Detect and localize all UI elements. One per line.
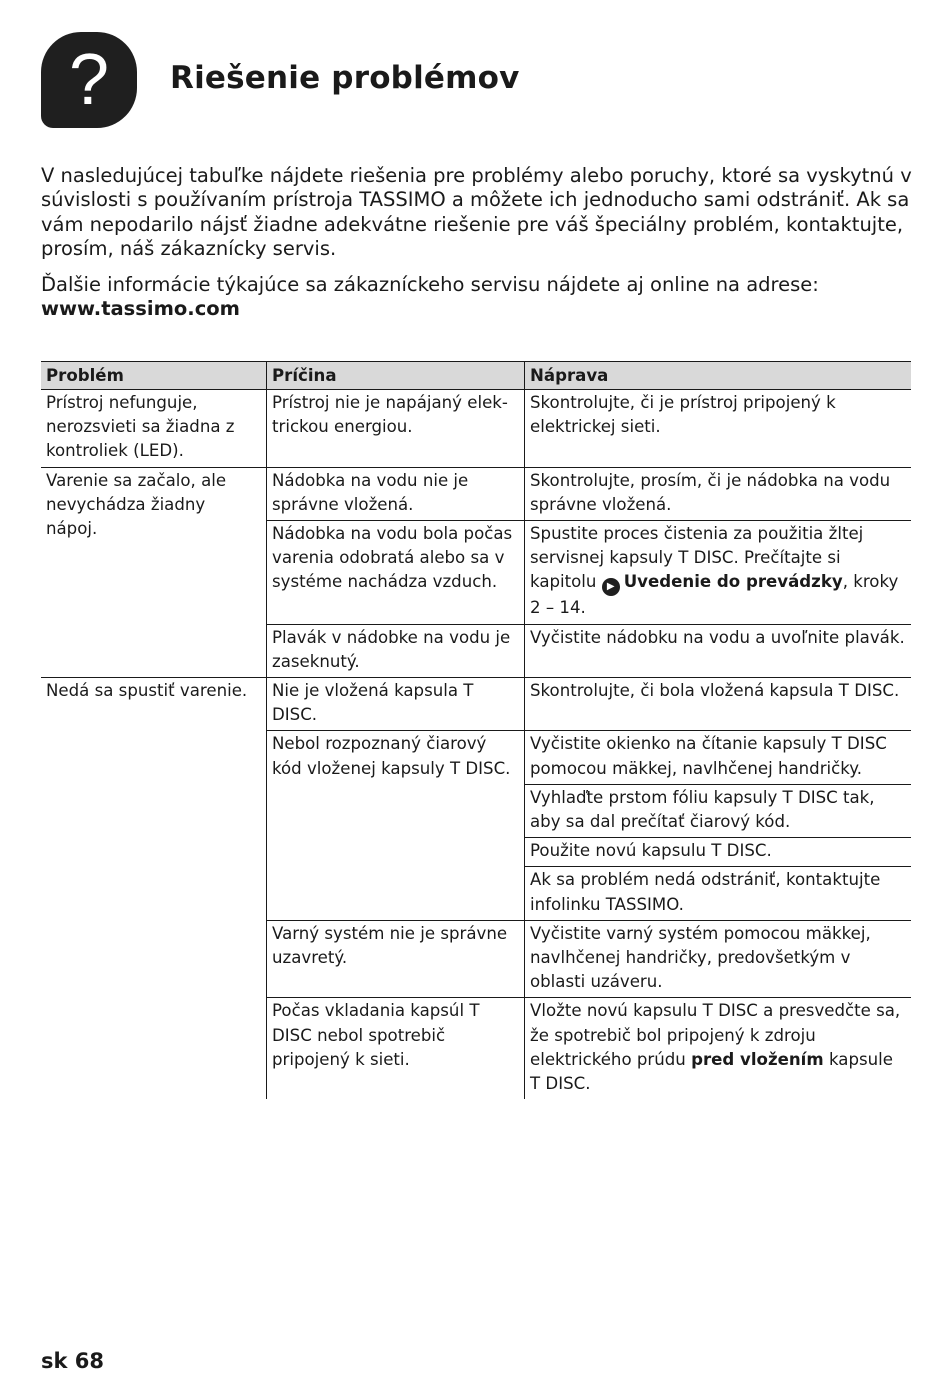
header-cause: Príčina [267, 362, 525, 390]
cause-cell: Nie je vložená kapsula T DISC. [267, 678, 525, 731]
fix-text-end: , kroky 2 – 14. [530, 572, 899, 618]
fix-cell: Skontrolujte, či je prístroj pripojený k elektrickej sieti. [525, 390, 912, 468]
cause-cell: Nádobka na vodu bola počas varenia odobratá alebo sa v systéme nachádza vzduch. [267, 521, 525, 625]
website-link[interactable]: www.tassimo.com [41, 297, 240, 321]
fix-cell: Skontrolujte, prosím, či je nádobka na vodu správne vložená. [525, 467, 912, 520]
troubleshooting-table [41, 361, 911, 1099]
question-mark-icon [41, 32, 137, 128]
fix-cell: Ak sa problém nedá odstrániť, kontaktujte infolinku TASSIMO. [525, 867, 912, 920]
cause-cell: Nebol rozpoznaný čiarový kód vloženej kapsuly T DISC. [267, 731, 525, 920]
fix-emphasis: pred vložením [691, 1049, 824, 1069]
header-fix: Náprava [525, 362, 912, 390]
page-title: Riešenie problémov [170, 60, 520, 96]
fix-cell: Vyčistite okienko na čítanie kapsuly T DISC pomocou mäkkej, navlhčenej handričky. [525, 731, 912, 784]
fix-text: Vložte novú kapsulu T DISC a presvedčte sa, že spotrebič bol pripojený k zdroju elektrického prúdu [530, 1001, 901, 1069]
problem-cell: Nedá sa spustiť varenie. [41, 678, 267, 1100]
fix-cell: Vyhlaďte prstom fóliu kapsuly T DISC tak, aby sa dal prečítať čiarový kód. [525, 784, 912, 837]
play-arrow-icon: ▶ [602, 578, 620, 596]
cause-cell: Nádobka na vodu nie je správne vložená. [267, 467, 525, 520]
cause-cell: Plavák v nádobke na vodu je zaseknutý. [267, 624, 525, 677]
table-row [41, 678, 911, 731]
problem-cell: Varenie sa začalo, ale nevychádza žiadny nápoj. [41, 467, 267, 677]
fix-cell: Skontrolujte, či bola vložená kapsula T DISC. [525, 678, 912, 731]
fix-text-end: kapsule T DISC. [530, 1049, 893, 1094]
info-text: Ďalšie informácie týkajúce sa zákazníckeho servisu nájdete aj online na adrese: [41, 273, 819, 296]
fix-cell [525, 998, 912, 1099]
fix-cell [525, 521, 912, 625]
cause-cell: Počas vkladania kapsúl T DISC nebol spotrebič pripojený k sieti. [267, 998, 525, 1099]
table-row [41, 390, 911, 468]
intro-paragraph: V nasledujúcej tabuľke nájdete riešenia pre problémy alebo poruchy, ktoré sa vyskytnú v súvislosti s používaním prístroja TASSIMO a môžete ich jednoducho sami odstrániť. Ak sa vám nepodarilo nájsť žiadne adekvátne riešenie pre váš špeciálny problém, kontaktujte, prosím, náš zákaznícky servis. [41, 164, 912, 261]
cause-cell: Prístroj nie je napájaný elek-trickou energiou. [267, 390, 525, 468]
page-number: sk 68 [41, 1349, 104, 1373]
fix-cell: Vyčistite nádobku na vodu a uvoľnite plavák. [525, 624, 912, 677]
fix-cell: Použite novú kapsulu T DISC. [525, 838, 912, 867]
problem-cell: Prístroj nefunguje, nerozsvieti sa žiadna z kontroliek (LED). [41, 390, 267, 468]
header-problem: Problém [41, 362, 267, 390]
table-header-row [41, 362, 911, 390]
fix-text: Spustite proces čistenia za použitia žltej servisnej kapsuly T DISC. Prečítajte si kapitolu [530, 524, 864, 592]
fix-cell: Vyčistite varný systém pomocou mäkkej, navlhčenej handričky, predovšetkým v oblasti uzáveru. [525, 920, 912, 998]
chapter-reference: Uvedenie do prevádzky [623, 572, 843, 592]
info-paragraph [41, 273, 921, 322]
table-row [41, 467, 911, 520]
question-glyph: ? [68, 40, 110, 120]
cause-cell: Varný systém nie je správne uzavretý. [267, 920, 525, 998]
